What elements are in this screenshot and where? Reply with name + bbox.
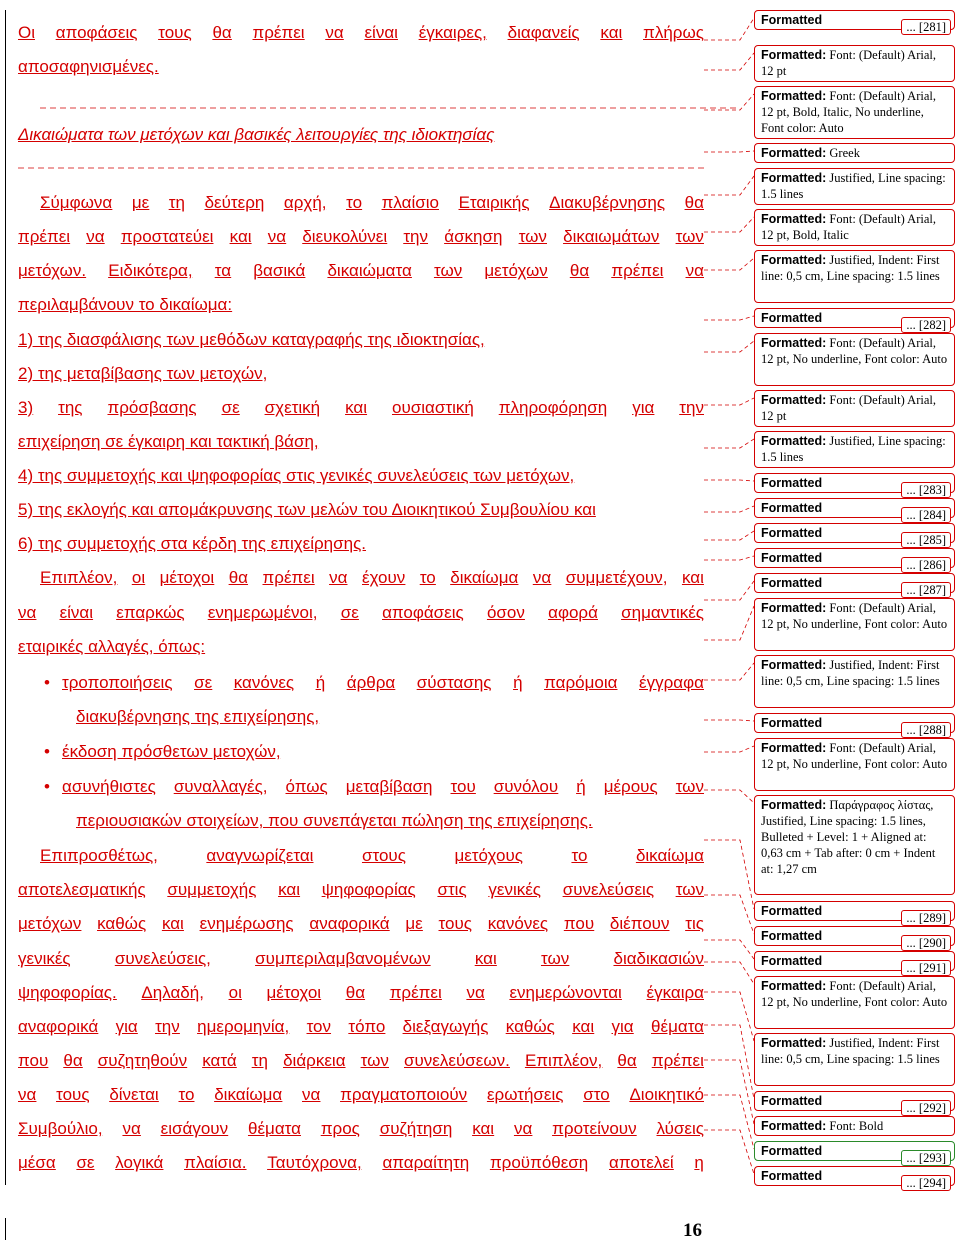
- comment-balloon[interactable]: [754, 573, 955, 597]
- comment-balloon[interactable]: [754, 548, 955, 572]
- paragraph-line: 1) της διασφάλισης των μεθόδων καταγραφής της ιδιοκτησίας,: [18, 330, 485, 349]
- paragraph-line: εταιρικές αλλαγές, όπως:: [18, 637, 206, 656]
- paragraph-line: πρέπει να προστατεύει και να διευκολύνει την άσκηση των δικαιωμάτων των: [18, 227, 704, 246]
- leader-line: [704, 53, 754, 70]
- balloon-label: Formatted: [761, 1144, 823, 1158]
- balloon-detail: Παράγραφος λίστας, Justified, Line spacing: 1.5 lines, Bulleted + Level: 1 + Aligned at: 0,63 cm + Tab after: 0 cm + Indent at: 1,27 cm: [761, 798, 936, 876]
- balloon-ref[interactable]: ... [286]: [901, 557, 951, 573]
- paragraph-line: μέσα σε λογικά πλαίσια. Ταυτόχρονα, απαραίτητη προϋπόθεση αποτελεί η: [18, 1153, 704, 1172]
- comment-balloon[interactable]: [754, 45, 955, 82]
- balloon-label: Formatted:: [761, 1119, 827, 1133]
- comment-balloon[interactable]: [754, 598, 955, 651]
- balloon-label: Formatted: [761, 1094, 823, 1108]
- paragraph-line: μετόχων καθώς και ενημέρωσης αναφορικά με τους κανόνες που διέπουν τις: [18, 914, 704, 933]
- comment-balloon[interactable]: [754, 1141, 955, 1165]
- balloon-ref[interactable]: ... [294]: [901, 1175, 951, 1191]
- balloon-detail: Font: (Default) Arial, 12 pt, No underline, Font color: Auto: [761, 336, 948, 366]
- balloon-ref[interactable]: ... [293]: [901, 1150, 951, 1166]
- balloon-label: Formatted: [761, 501, 823, 515]
- balloon-label: Formatted:: [761, 212, 827, 226]
- balloon-ref[interactable]: ... [281]: [901, 19, 951, 35]
- balloon-detail: Font: (Default) Arial, 12 pt: [761, 48, 936, 78]
- leader-line: [704, 151, 754, 152]
- leader-line: [704, 940, 754, 959]
- balloon-label: Formatted: [761, 526, 823, 540]
- balloon-label: Formatted:: [761, 979, 827, 993]
- section-heading: Δικαιώματα των μετόχων και βασικές λειτουργίες της ιδιοκτησίας: [18, 125, 495, 144]
- paragraph-line: 2) της μεταβίβασης των μετοχών,: [18, 364, 268, 383]
- leader-line: [704, 18, 754, 40]
- paragraph-line: επιχείρηση σε έγκαιρη και τακτική βάση,: [18, 432, 319, 451]
- paragraph-line: Επιπλέον, οι μέτοχοι θα πρέπει να έχουν το δικαίωμα να συμμετέχουν, και: [40, 568, 704, 587]
- comment-balloon[interactable]: [754, 498, 955, 522]
- comment-balloon[interactable]: [754, 976, 955, 1029]
- leader-line: [704, 176, 754, 195]
- balloon-detail: Font: (Default) Arial, 12 pt, Bold, Italic: [761, 212, 936, 242]
- comment-balloon[interactable]: [754, 1033, 955, 1086]
- balloon-label: Formatted:: [761, 393, 827, 407]
- paragraph-line: 5) της εκλογής και απομάκρυνσης των μελών του Διοικητικού Συμβουλίου και: [18, 500, 596, 519]
- comment-balloon[interactable]: [754, 86, 955, 139]
- balloon-label: Formatted:: [761, 798, 827, 812]
- balloon-label: Formatted:: [761, 601, 827, 615]
- paragraph-line: που θα συζητηθούν κατά τη διάρκεια των συνελεύσεων. Επιπλέον, θα πρέπει: [18, 1051, 704, 1070]
- comment-balloon[interactable]: [754, 951, 955, 975]
- comment-balloon[interactable]: [754, 926, 955, 950]
- balloon-label: Formatted:: [761, 253, 827, 267]
- comment-balloon[interactable]: [754, 473, 955, 497]
- paragraph-line: Επιπροσθέτως, αναγνωρίζεται στους μετόχους το δικαίωμα: [40, 846, 704, 865]
- balloon-ref[interactable]: ... [292]: [901, 1100, 951, 1116]
- leader-line: [704, 992, 754, 1041]
- comment-balloon[interactable]: [754, 795, 955, 895]
- leader-line: [704, 1095, 754, 1149]
- balloon-label: Formatted:: [761, 171, 827, 185]
- leader-line: [704, 581, 754, 600]
- comment-balloon[interactable]: [754, 143, 955, 163]
- leader-line: [704, 316, 754, 320]
- comment-balloon[interactable]: [754, 209, 955, 246]
- bullet-marker: •: [44, 742, 50, 761]
- leader-line: [704, 1130, 754, 1174]
- balloon-ref[interactable]: ... [284]: [901, 507, 951, 523]
- balloon-label: Formatted:: [761, 1036, 827, 1050]
- comment-balloon[interactable]: [754, 250, 955, 303]
- comment-balloon[interactable]: [754, 431, 955, 468]
- comment-balloon[interactable]: [754, 713, 955, 737]
- paragraph-line: αποσαφηνισμένες.: [18, 57, 159, 76]
- balloon-label: Formatted: [761, 904, 823, 918]
- balloon-label: Formatted:: [761, 434, 827, 448]
- balloon-ref[interactable]: ... [288]: [901, 722, 951, 738]
- bullet-item-line: έκδοση πρόσθετων μετοχών,: [62, 742, 281, 761]
- balloon-label: Formatted: [761, 476, 823, 490]
- leader-line: [704, 556, 754, 560]
- leader-line: [704, 746, 754, 752]
- comment-balloon[interactable]: [754, 10, 955, 34]
- bullet-item-line: τροποποιήσεις σε κανόνες ή άρθρα σύστασης ή παρόμοια έγγραφα: [62, 673, 704, 692]
- leader-line: [704, 606, 754, 640]
- balloon-detail: Font: (Default) Arial, 12 pt, Bold, Italic, No underline, Font color: Auto: [761, 89, 936, 135]
- balloon-ref[interactable]: ... [291]: [901, 960, 951, 976]
- paragraph-line: Οι αποφάσεις τους θα πρέπει να είναι έγκαιρες, διαφανείς και πλήρως: [18, 23, 704, 42]
- balloon-ref[interactable]: ... [289]: [901, 910, 951, 926]
- leader-line: [704, 790, 754, 803]
- leader-line: [704, 480, 754, 481]
- balloon-label: Formatted: [761, 929, 823, 943]
- balloon-ref[interactable]: ... [283]: [901, 482, 951, 498]
- balloon-label: Formatted:: [761, 48, 827, 62]
- balloon-detail: Font: Bold: [826, 1119, 884, 1133]
- paragraph-line: περιουσιακών στοιχείων, που συνεπάγεται πώληση της επιχείρησης.: [76, 811, 593, 830]
- paragraph-line: ψηφοφορίας. Δηλαδή, οι μέτοχοι θα πρέπει να ενημερώνονται έγκαιρα: [18, 983, 704, 1002]
- balloon-label: Formatted:: [761, 336, 827, 350]
- balloon-label: Formatted: [761, 954, 823, 968]
- paragraph-line: 4) της συμμετοχής και ψηφοφορίας στις γενικές συνελεύσεις των μετόχων,: [18, 466, 575, 485]
- balloon-label: Formatted: [761, 1169, 823, 1183]
- change-bar-bottom: [5, 1218, 6, 1240]
- balloon-label: Formatted:: [761, 658, 827, 672]
- leader-line: [704, 398, 754, 405]
- balloon-label: Formatted: [761, 311, 823, 325]
- leader-line: [704, 720, 754, 721]
- bullet-item-line: ασυνήθιστες συναλλαγές, όπως μεταβίβαση του συνόλου ή μέρους των: [62, 777, 704, 796]
- leader-line: [704, 258, 754, 270]
- bullet-marker: •: [44, 777, 50, 796]
- paragraph-line: Σύμφωνα με τη δεύτερη αρχή, το πλαίσιο Εταιρικής Διακυβέρνησης θα: [40, 193, 704, 212]
- paragraph-line: αποτελεσματικής συμμετοχής και ψηφοφορίας στις γενικές συνελεύσεις των: [18, 880, 704, 899]
- balloon-detail: Justified, Indent: First line: 0,5 cm, Line spacing: 1.5 lines: [761, 1036, 940, 1066]
- balloon-detail: Justified, Indent: First line: 0,5 cm, Line spacing: 1.5 lines: [761, 253, 940, 283]
- comment-balloon[interactable]: [754, 390, 955, 427]
- comment-balloon[interactable]: [754, 655, 955, 708]
- paragraph-line: περιλαμβάνουν το δικαίωμα:: [18, 295, 233, 314]
- balloon-label: Formatted: [761, 716, 823, 730]
- balloon-detail: Font: (Default) Arial, 12 pt, No underline, Font color: Auto: [761, 601, 948, 631]
- balloon-ref[interactable]: ... [287]: [901, 582, 951, 598]
- leader-line: [704, 663, 754, 680]
- paragraph-line: αναφορικά για την ημερομηνία, τον τόπο διεξαγωγής καθώς και για θέματα: [18, 1017, 704, 1036]
- leader-line: [704, 1060, 754, 1124]
- balloon-detail: Font: (Default) Arial, 12 pt: [761, 393, 936, 423]
- comment-balloon[interactable]: [754, 523, 955, 547]
- balloon-detail: Justified, Line spacing: 1.5 lines: [761, 171, 946, 201]
- leader-line: [704, 962, 754, 984]
- balloon-ref[interactable]: ... [282]: [901, 317, 951, 333]
- comment-balloon[interactable]: [754, 333, 955, 386]
- comment-balloon[interactable]: [754, 1091, 955, 1115]
- paragraph-line: διακυβέρνησης της επιχείρησης,: [76, 707, 320, 726]
- leader-line: [704, 217, 754, 232]
- comment-balloon[interactable]: [754, 168, 955, 205]
- leader-line: [704, 531, 754, 540]
- page-number: 16: [683, 1220, 702, 1241]
- paragraph-line: 3) της πρόσβασης σε σχετική και ουσιαστική πληροφόρηση για την: [18, 398, 704, 417]
- balloon-detail: Justified, Line spacing: 1.5 lines: [761, 434, 946, 464]
- leader-line: [704, 506, 754, 512]
- paragraph-line: Συμβούλιο, να εισάγουν θέματα προς συζήτηση και να προτείνουν λύσεις: [18, 1119, 704, 1138]
- paragraph-line: να είναι επαρκώς ενημερωμένοι, σε αποφάσεις όσον αφορά σημαντικές: [18, 603, 704, 622]
- balloon-detail: Font: (Default) Arial, 12 pt, No underline, Font color: Auto: [761, 741, 948, 771]
- comment-balloon[interactable]: [754, 308, 955, 332]
- leader-line: [704, 341, 754, 352]
- balloon-label: Formatted:: [761, 89, 827, 103]
- comment-balloon[interactable]: [754, 1166, 955, 1190]
- paragraph-line: 6) της συμμετοχής στα κέρδη της επιχείρησης.: [18, 534, 366, 553]
- balloon-label: Formatted: [761, 13, 823, 27]
- balloon-label: Formatted:: [761, 146, 827, 160]
- comment-balloon[interactable]: [754, 1116, 955, 1136]
- balloon-detail: Greek: [826, 146, 860, 160]
- balloon-ref[interactable]: ... [290]: [901, 935, 951, 951]
- leader-line: [704, 840, 754, 909]
- balloon-detail: Font: (Default) Arial, 12 pt, No underline, Font color: Auto: [761, 979, 948, 1009]
- balloon-ref[interactable]: ... [285]: [901, 532, 951, 548]
- comment-balloon[interactable]: [754, 901, 955, 925]
- leader-line: [704, 895, 754, 934]
- balloon-label: Formatted: [761, 551, 823, 565]
- balloon-label: Formatted: [761, 576, 823, 590]
- leader-line: [704, 439, 754, 448]
- balloon-detail: Justified, Indent: First line: 0,5 cm, Line spacing: 1.5 lines: [761, 658, 940, 688]
- paragraph-line: γενικές συνελεύσεις, συμπεριλαμβανομένων και των διαδικασιών: [18, 949, 704, 968]
- paragraph-line: μετόχων. Ειδικότερα, τα βασικά δικαιώματα των μετόχων θα πρέπει να: [18, 261, 704, 280]
- balloon-label: Formatted:: [761, 741, 827, 755]
- bullet-marker: •: [44, 673, 50, 692]
- comment-balloon[interactable]: [754, 738, 955, 791]
- paragraph-line: να τους δίνεται το δικαίωμα να πραγματοποιούν ερωτήσεις στο Διοικητικό: [18, 1085, 704, 1104]
